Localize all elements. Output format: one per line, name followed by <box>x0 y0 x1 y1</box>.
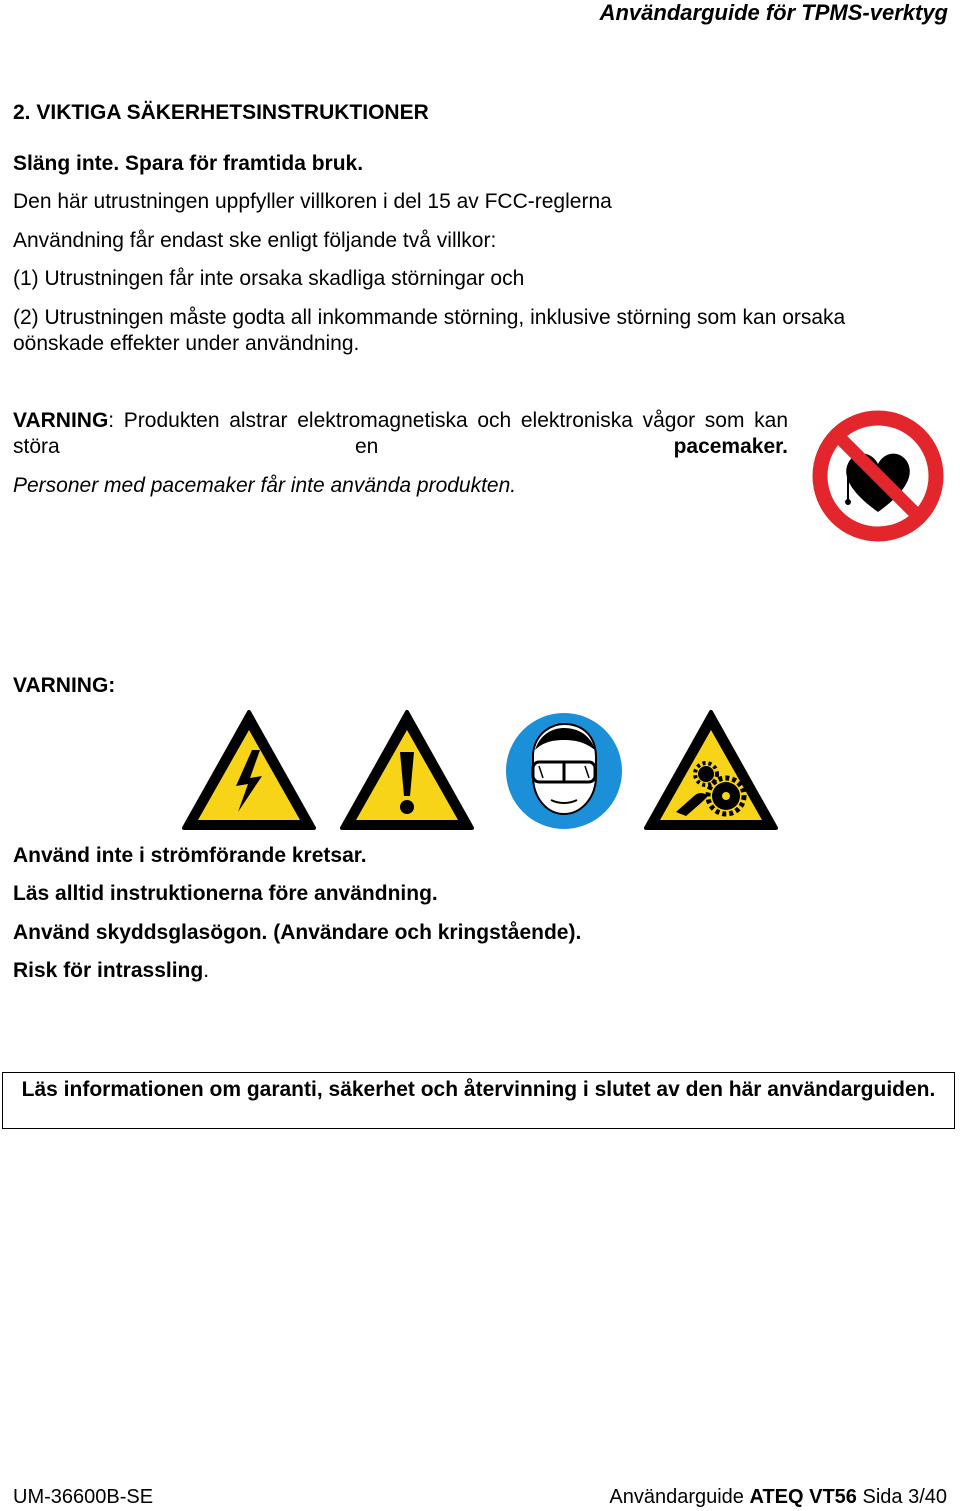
pacemaker-warning-body: : Produkten alstrar elektromagnetiska och elektroniska vågor som kan störa en <box>13 409 788 458</box>
no-pacemaker-icon <box>810 408 946 544</box>
fcc-line-3: (1) Utrustningen får inte orsaka skadliga störningar och <box>13 267 525 290</box>
fcc-line-5: oönskade effekter under användning. <box>13 332 360 355</box>
pacemaker-word: pacemaker. <box>673 435 788 458</box>
warning-line-3: Använd skyddsglasögon. (Användare och kringstående). <box>13 921 582 944</box>
fcc-line-1: Den här utrustningen uppfyller villkoren i del 15 av FCC-reglerna <box>13 190 612 213</box>
footer-doc-id: UM-36600B-SE <box>13 1486 154 1508</box>
entanglement-period: . <box>203 959 210 982</box>
section-heading: 2. VIKTIGA SÄKERHETSINSTRUKTIONER <box>13 101 429 124</box>
pacemaker-warning-text <box>13 408 788 460</box>
fcc-line-4: (2) Utrustningen måste godta all inkommande störning, inklusive störning som kan orsaka <box>13 306 846 329</box>
warning-line-2: Läs alltid instruktionerna före användning. <box>13 882 438 905</box>
pacemaker-warning-label: VARNING <box>13 409 109 432</box>
keep-notice: Släng inte. Spara för framtida bruk. <box>13 152 364 175</box>
info-box: Läs informationen om garanti, säkerhet och återvinning i slutet av den här användarguiden. <box>2 1072 955 1129</box>
footer-prefix: Användarguide <box>609 1486 744 1508</box>
warning-line-4 <box>13 958 209 984</box>
safety-goggles-icon <box>503 710 625 832</box>
entanglement-hazard-icon <box>642 708 780 832</box>
entanglement-risk-text: Risk för intrassling <box>13 959 204 982</box>
fcc-line-2: Användning får endast ske enligt följande två villkor: <box>13 229 497 252</box>
footer-page-info <box>609 1486 947 1509</box>
general-warning-icon <box>338 708 476 832</box>
warning-section-label: VARNING: <box>13 674 116 697</box>
warning-line-1: Använd inte i strömförande kretsar. <box>13 844 367 867</box>
pacemaker-note: Personer med pacemaker får inte använda produkten. <box>13 474 517 497</box>
footer-page-number: Sida 3/40 <box>862 1486 947 1508</box>
footer-product: ATEQ VT56 <box>749 1486 857 1508</box>
electric-hazard-icon <box>180 708 318 832</box>
page-header-title: Användarguide för TPMS-verktyg <box>599 0 948 25</box>
